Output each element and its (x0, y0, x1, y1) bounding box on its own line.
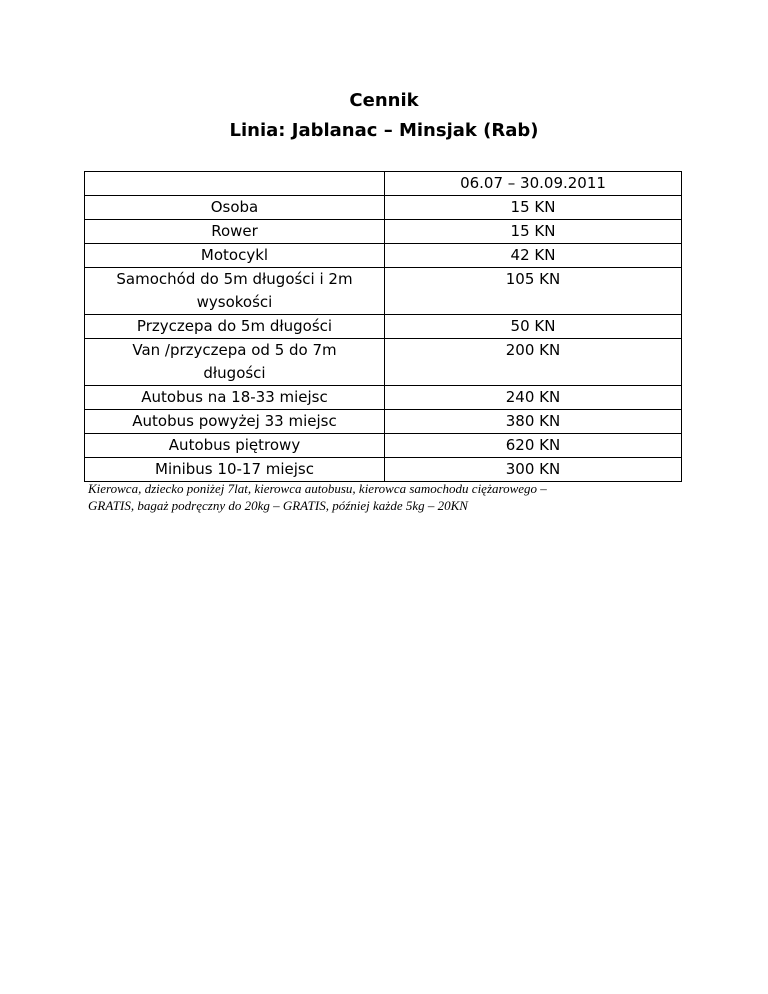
item-name: Autobus na 18-33 miejsc (141, 388, 328, 406)
footnote-line: GRATIS, bagaż podręczny do 20kg – GRATIS, później każde 5kg – 20KN (88, 498, 468, 513)
item-name: Autobus powyżej 33 miejsc (132, 412, 337, 430)
item-name-continuation: wysokości (196, 293, 273, 311)
table-row (85, 434, 682, 458)
price-cell: 380 KN (385, 410, 682, 434)
item-name: Minibus 10-17 miejsc (155, 460, 314, 478)
price-cell: 105 KN (385, 268, 682, 315)
table-row (85, 268, 682, 315)
item-cell (85, 196, 385, 220)
item-name: Osoba (210, 198, 259, 216)
item-name: Autobus piętrowy (168, 436, 301, 454)
table-row (85, 315, 682, 339)
item-cell (85, 315, 385, 339)
item-cell (85, 386, 385, 410)
price-cell: 50 KN (385, 315, 682, 339)
price-cell: 200 KN (385, 339, 682, 386)
table-row (85, 220, 682, 244)
table-row (85, 196, 682, 220)
item-cell (85, 220, 385, 244)
header-period-cell: 06.07 – 30.09.2011 (385, 172, 682, 196)
item-cell (85, 410, 385, 434)
item-name: Motocykl (200, 246, 269, 264)
item-name: Przyczepa do 5m długości (136, 317, 333, 335)
item-name: Rower (211, 222, 258, 240)
price-cell: 240 KN (385, 386, 682, 410)
table-header-row (85, 172, 682, 196)
page-title: Cennik (349, 90, 419, 111)
price-cell: 620 KN (385, 434, 682, 458)
table-row (85, 339, 682, 386)
item-name: Samochód do 5m długości i 2m (116, 270, 353, 288)
price-table (84, 171, 682, 482)
item-cell (85, 458, 385, 482)
document-heading (0, 86, 768, 146)
item-cell (85, 434, 385, 458)
table-row (85, 458, 682, 482)
item-name-continuation: długości (203, 364, 266, 382)
header-item-cell (85, 172, 385, 196)
price-cell: 42 KN (385, 244, 682, 268)
page-subtitle: Linia: Jablanac – Minsjak (Rab) (229, 120, 539, 141)
price-cell: 15 KN (385, 220, 682, 244)
table-row (85, 410, 682, 434)
price-cell: 300 KN (385, 458, 682, 482)
footnote-line: Kierowca, dziecko poniżej 7lat, kierowca autobusu, kierowca samochodu ciężarowego – (88, 481, 547, 496)
table-row (85, 244, 682, 268)
item-cell (85, 244, 385, 268)
price-cell: 15 KN (385, 196, 682, 220)
table-row (85, 386, 682, 410)
item-name: Van /przyczepa od 5 do 7m (132, 341, 337, 359)
item-cell (85, 339, 385, 386)
footnote (88, 480, 688, 514)
item-cell (85, 268, 385, 315)
